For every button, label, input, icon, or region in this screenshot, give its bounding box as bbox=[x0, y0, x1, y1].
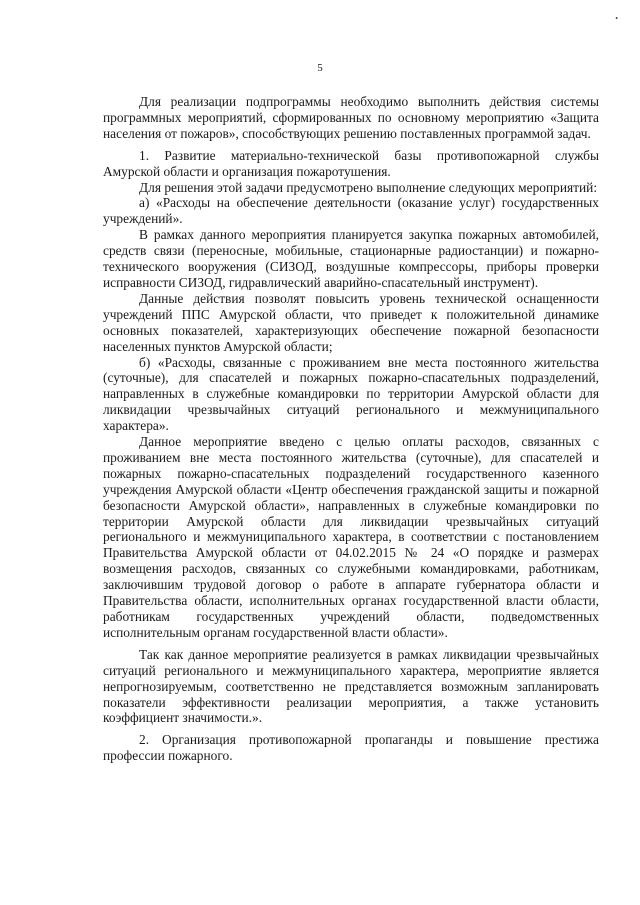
paragraph-item-b-details: Данное мероприятие введено с целью оплаты расходов, связанных с проживанием вне места постоянного жительства (суточные), для спасателей и пожарных пожарно-спасательных подразделений государственного казенного учреждения Амурской области «Центр обеспечения гражданской защиты и пожарной безопасности Амурской области», направленных в служебные командировки по территории Амурской области для ликвидации чрезвычайных ситуаций регионального и межмуниципального характера, в соответствии с постановлением Правительства Амурской области от 04.02.2015 № 24 «О порядке и размерах возмещения расходов, связанных со служебными командировками, работникам, заключившим трудовой договор о работе в аппарате губернатора области и Правительства области, исполнительных органах государственной власти области, работникам государственных учреждений области, подведомственных исполнительным органам государственной власти области». bbox=[103, 434, 599, 640]
document-body bbox=[103, 94, 599, 764]
paragraph-item-a-effect: Данные действия позволят повысить уровень технической оснащенности учреждений ППС Амурской области, что приведет к положительной динамике основных показателей, характеризующих обеспечение пожарной безопасности населенных пунктов Амурской области; bbox=[103, 290, 599, 354]
paragraph-item-b: б) «Расходы, связанные с проживанием вне места постоянного жительства (суточные), для спасателей и пожарных пожарно-спасательных подразделений, направленных в служебные командировки по территории Амурской области для ликвидации чрезвычайных ситуаций регионального и межмуниципального характера». bbox=[103, 354, 599, 434]
paragraph-task-1: 1. Развитие материально-технической базы противопожарной службы Амурской области и организация пожаротушения. bbox=[103, 147, 599, 179]
paragraph-measures-lead: Для решения этой задачи предусмотрено выполнение следующих мероприятий: bbox=[139, 179, 598, 195]
paragraph-intro: Для реализации подпрограммы необходимо выполнить действия системы программных мероприятий, сформированных по основному мероприятию «Защита населения от пожаров», способствующих решению поставленных программой задач. bbox=[103, 94, 599, 141]
paragraph-task-2: 2. Организация противопожарной пропаганды и повышение престижа профессии пожарного. bbox=[103, 732, 599, 764]
page-number: 5 bbox=[317, 62, 323, 74]
paragraph-item-b-note: Так как данное мероприятие реализуется в рамках ликвидации чрезвычайных ситуаций регионального и межмуниципального характера, мероприятие является непрогнозируемым, соответственно не представляется возможным запланировать показатели эффективности реализации мероприятия, а также установить коэффициент значимости.». bbox=[103, 646, 599, 726]
paragraph-item-a-details: В рамках данного мероприятия планируется закупка пожарных автомобилей, средств связи (переносные, мобильные, стационарные радиостанции) и пожарно-технического вооружения (СИЗОД, воздушные компрессоры, приборы проверки исправности СИЗОД, гидравлический аварийно-спасательный инструмент). bbox=[103, 227, 599, 290]
corner-mark: • bbox=[615, 14, 618, 23]
paragraph-item-a: а) «Расходы на обеспечение деятельности (оказание услуг) государственных учреждений». bbox=[103, 195, 599, 227]
